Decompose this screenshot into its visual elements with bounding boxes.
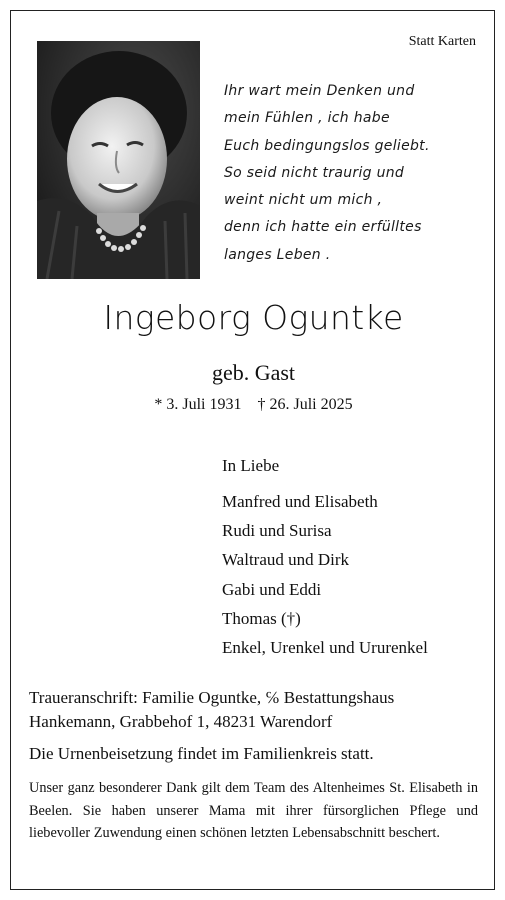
mourner-item: Thomas (†): [222, 608, 301, 628]
poem-line: Ihr wart mein Denken und: [224, 83, 415, 99]
portrait-photo: [37, 41, 200, 279]
mourner-item: Waltraud und Dirk: [222, 550, 350, 570]
mourner-item: Gabi und Eddi: [222, 579, 322, 599]
obituary-card: [10, 10, 495, 890]
poem-line: langes Leben .: [224, 246, 331, 263]
urn-burial-note: Die Urnenbeisetzung findet im Familienkreis statt.: [29, 744, 374, 763]
poem: [224, 78, 486, 269]
mourner-item: Rudi und Surisa: [222, 521, 332, 541]
death-date: † 26. Juli 2025: [257, 396, 353, 413]
poem-line: Euch bedingungslos geliebt.: [224, 137, 430, 154]
thanks-note: Unser ganz besonderer Dank gilt dem Team des Altenheimes St. Elisabeth in Beelen. Sie haben unserer Mama mit ihrer fürsorglichen Pflege und liebevoller Zuwendung einen schönen letzten Lebensabschnitt beschert.: [29, 780, 478, 841]
poem-line: So seid nicht traurig und: [224, 164, 405, 181]
poem-line: weint nicht um mich ,: [224, 192, 383, 209]
mourners-list: [222, 456, 428, 662]
funeral-address: Traueranschrift: Familie Oguntke, ℅ Bestattungshaus Hankemann, Grabbehof 1, 48231 Warendorf: [29, 688, 395, 731]
mourners-intro: In Liebe: [222, 456, 280, 475]
statt-karten-label: Statt Karten: [408, 34, 476, 49]
deceased-name: Ingeborg Oguntke: [103, 298, 404, 337]
mourner-item: Enkel, Urenkel und Ururenkel: [222, 638, 428, 658]
poem-line: mein Fühlen , ich habe: [224, 110, 390, 127]
poem-line: denn ich hatte ein erfülltes: [224, 219, 422, 236]
mourner-item: Manfred und Elisabeth: [222, 492, 378, 511]
life-dates: [11, 396, 496, 414]
maiden-name: geb. Gast: [211, 360, 296, 385]
birth-date: * 3. Juli 1931: [154, 396, 242, 413]
